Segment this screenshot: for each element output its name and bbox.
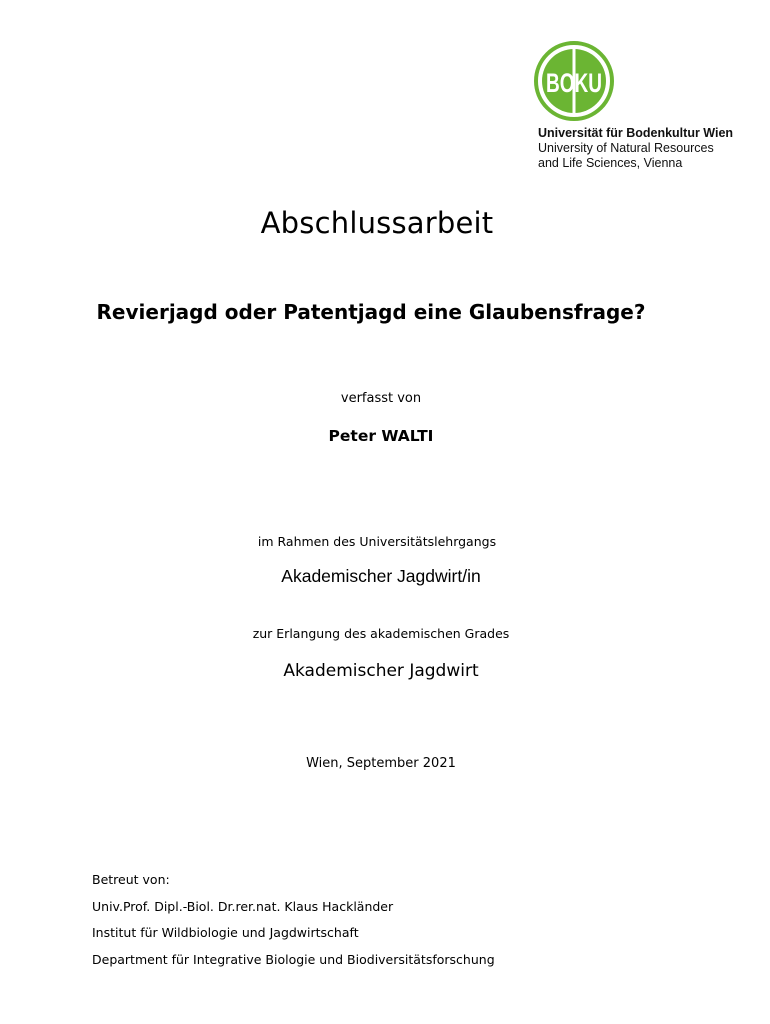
degree-name: Akademischer Jagdwirt	[283, 661, 479, 681]
program-name: Akademischer Jagdwirt/in	[281, 566, 481, 586]
university-name	[538, 126, 733, 171]
logo-mark-text: BOKU	[546, 68, 602, 98]
university-name-en-line1: University of Natural Resources	[538, 141, 714, 155]
place-date: Wien, September 2021	[306, 756, 456, 771]
university-name-en-line2: and Life Sciences, Vienna	[538, 156, 683, 170]
supervision-label: Betreut von:	[92, 872, 170, 887]
thesis-title: Revierjagd oder Patentjagd eine Glaubensfrage?	[96, 300, 646, 324]
supervision-block	[92, 870, 495, 977]
framework-label: im Rahmen des Universitätslehrgangs	[257, 534, 497, 549]
university-name-de: Universität für Bodenkultur Wien	[538, 126, 734, 140]
attain-label: zur Erlangung des akademischen Grades	[252, 626, 510, 641]
department-name: Department für Integrative Biologie und Biodiversitätsforschung	[92, 952, 495, 968]
authored-by-label: verfasst von	[340, 391, 422, 406]
document-type: Abschlussarbeit	[260, 206, 494, 240]
supervisor-name: Univ.Prof. Dipl.-Biol. Dr.rer.nat. Klaus Hackländer	[92, 898, 394, 914]
institute-name: Institut für Wildbiologie und Jagdwirtschaft	[92, 925, 359, 941]
boku-logo-icon	[533, 40, 615, 122]
author-name: Peter WALTI	[328, 427, 434, 445]
